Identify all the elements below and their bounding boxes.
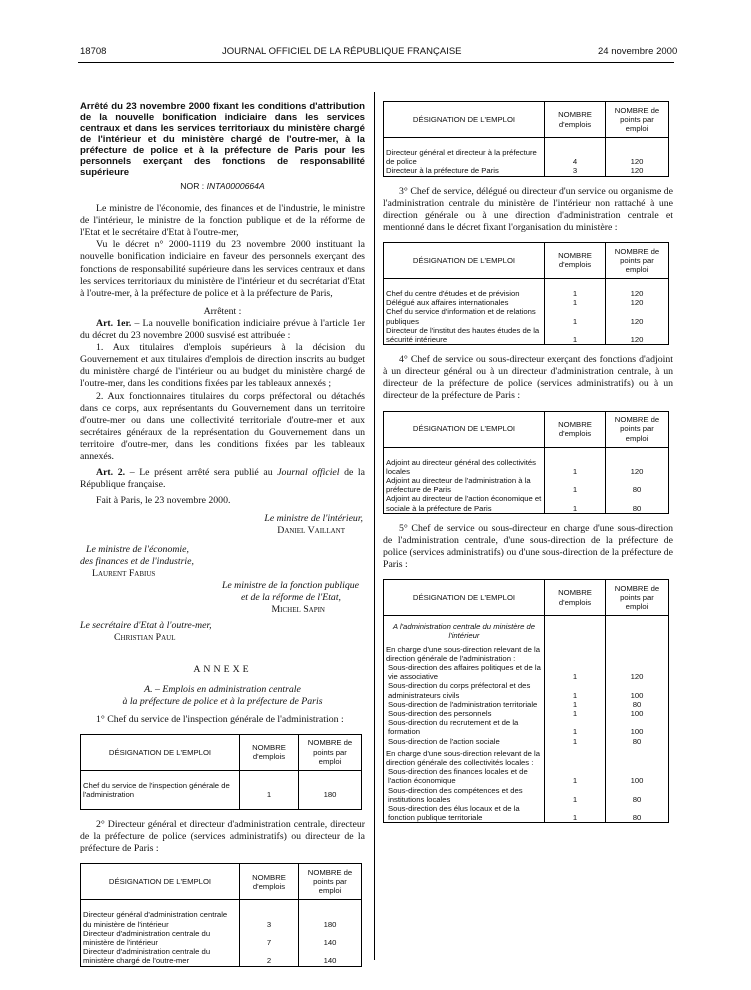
header-designation: DÉSIGNATION DE L'EMPLOI [384, 411, 545, 447]
section-a-line-1: A. – Emplois en administration centrale [144, 684, 301, 696]
article-1-item-2: 2. Aux fonctionnaires titulaires du corps préfectoral ou détachés dans ce corps, aux représentants du Gouvernement dans un territoire d'outre-mer ou dans une collectivité territoriale d'outre-mer et aux secrétaires généraux de la représentation du Gouvernement dans un territoire d'outre-mer, dans les conditions fixées par les tableaux annexés. [80, 390, 365, 462]
article-2-text-a: – Le présent arrêté sera publié au [125, 467, 278, 479]
cell-designation: Sous-direction de l'administration territoriale [384, 700, 545, 709]
signature-public-service-title-1: Le ministre de la fonction publique [221, 579, 359, 591]
table-row [384, 786, 669, 804]
table-row [384, 476, 669, 494]
header-rule [78, 62, 674, 63]
cell-designation: Délégué aux affaires internationales [384, 298, 545, 307]
header-points: NOMBRE de points par emploi [606, 102, 669, 138]
heading-3: 3° Chef de service, délégué ou directeur d'un service ou organisme de l'administration centrale du ministère de l'intérieur non rattaché à une direction générale ou à une direction d'administration centrale et mentionné dans le décret fixant l'organisation du ministère : [383, 185, 673, 233]
table-row [384, 458, 669, 476]
table-header-row [384, 102, 669, 138]
table-row [384, 289, 669, 298]
cell-designation: Chef du service de l'inspection générale de l'administration [81, 781, 240, 799]
table-5 [383, 579, 669, 823]
table-row [384, 737, 669, 746]
cell-nombre: 1 [545, 737, 606, 746]
column-divider [374, 92, 375, 960]
cell-nombre: 1 [545, 458, 606, 476]
table-spacer [384, 138, 669, 149]
header-nombre: NOMBRE d'emplois [240, 734, 299, 770]
signature-economy [80, 544, 365, 580]
cell-designation: Directeur général et directeur à la préfecture de police [384, 148, 545, 166]
header-nombre: NOMBRE d'emplois [545, 242, 606, 278]
issue-date: 24 novembre 2000 [598, 46, 678, 57]
cell-points: 120 [606, 326, 669, 345]
heading-2: 2° Directeur général et directeur d'administration centrale, directeur de la préfecture de police (services administratifs) ou directeur de la préfecture de Paris : [80, 819, 365, 855]
signature-economy-name: Laurent Fabius [92, 567, 156, 579]
cell-points: 80 [606, 737, 669, 746]
cell-points: 80 [606, 476, 669, 494]
cell-points: 80 [606, 786, 669, 804]
cell-points: 140 [299, 947, 362, 966]
cell-nombre: 1 [545, 307, 606, 325]
cell-nombre: 1 [545, 298, 606, 307]
header-nombre: NOMBRE d'emplois [545, 580, 606, 616]
table-spacer [384, 278, 669, 289]
article-2 [80, 467, 365, 491]
signatures [80, 513, 365, 644]
signature-overseas [80, 620, 365, 644]
table-row [384, 494, 669, 513]
table-spacer [81, 770, 362, 781]
cell-designation: Chef du service d'information et de relations publiques [384, 307, 545, 325]
cell-points: 180 [299, 781, 362, 799]
cell-points: 120 [606, 298, 669, 307]
left-column [80, 101, 365, 967]
heading-4: 4° Chef de service ou sous-directeur exerçant des fonctions d'adjoint à un directeur général ou à un directeur d'administration centrale, à un directeur de la préfecture de police (services administratifs) ou à un directeur de la préfecture de Paris : [383, 354, 673, 402]
table-section-row [384, 616, 669, 641]
table-row [384, 700, 669, 709]
decree-title: Arrêté du 23 novembre 2000 fixant les conditions d'attribution de la nouvelle bonification indiciaire dans les services centraux et dans les services territoriaux du ministère chargé de l'intérieur et du ministère chargé de l'outre-mer, à la préfecture de police et à la préfecture de Paris pour les personnels exerçant des fonctions de responsabilité supérieure [80, 101, 365, 178]
cell-designation: Directeur d'administration centrale du ministère de l'intérieur [81, 929, 240, 947]
table-row [384, 298, 669, 307]
header-designation: DÉSIGNATION DE L'EMPLOI [384, 102, 545, 138]
cell-nombre: 1 [545, 494, 606, 513]
journal-title: JOURNAL OFFICIEL DE LA RÉPUBLIQUE FRANÇAISE [222, 46, 462, 57]
table-row [384, 804, 669, 823]
table-0 [383, 101, 669, 177]
cell-nombre: 3 [240, 910, 299, 928]
header-nombre: NOMBRE d'emplois [240, 864, 299, 900]
table-spacer [384, 447, 669, 458]
paragraph-ministers: Le ministre de l'économie, des finances et de l'industrie, le ministre de l'intérieur, le ministre de la fonction publique et de la réforme de l'Etat et le secrétaire d'Etat à l'outre-mer, [80, 203, 365, 239]
table-row [81, 929, 362, 947]
cell-nombre: 1 [545, 663, 606, 681]
article-2-journal: Journal officiel [277, 467, 340, 479]
cell-points: 80 [606, 804, 669, 823]
table-group-row [384, 746, 669, 767]
article-1-label: Art. 1er. [96, 317, 132, 329]
table-row [384, 767, 669, 785]
cell-designation: Sous-direction du corps préfectoral et des administrateurs civils [384, 681, 545, 699]
paragraph-vu: Vu le décret n° 2000-1119 du 23 novembre 2000 instituant la nouvelle bonification indiciaire en faveur des personnels exerçant des fonctions de responsabilité supérieure dans les services centraux et dans les services territoriaux du ministère de l'intérieur et du secrétariat d'Etat à l'outre-mer, à la préfecture de police et à la préfecture de Paris, [80, 239, 365, 299]
cell-points: 180 [299, 910, 362, 928]
cell-designation: Directeur à la préfecture de Paris [384, 166, 545, 176]
article-1-text: – La nouvelle bonification indiciaire prévue à l'article 1er du décret du 23 novembre 2000 susvisé est attribuée : [80, 317, 365, 342]
header-designation: DÉSIGNATION DE L'EMPLOI [384, 242, 545, 278]
page-number: 18708 [80, 46, 107, 57]
cell-designation: Sous-direction des compétences et des institutions locales [384, 786, 545, 804]
fait-a-paris: Fait à Paris, le 23 novembre 2000. [96, 495, 231, 507]
cell-nombre: 1 [240, 781, 299, 799]
cell-points: 100 [606, 709, 669, 718]
group-label: En charge d'une sous-direction relevant de la direction générale de l'administration : [384, 641, 545, 663]
signature-public-service-title-2: et de la réforme de l'Etat, [240, 591, 341, 603]
header-points: NOMBRE de points par emploi [299, 734, 362, 770]
table-row [384, 681, 669, 699]
cell-nombre: 7 [240, 929, 299, 947]
cell-nombre: 1 [545, 804, 606, 823]
signature-overseas-title: Le secrétaire d'Etat à l'outre-mer, [80, 620, 212, 632]
table-header-row [384, 242, 669, 278]
nor-value: INTA0000664A [206, 181, 265, 191]
table-row [384, 307, 669, 325]
cell-points: 100 [606, 681, 669, 699]
right-column [383, 101, 673, 823]
annexe-heading: ANNEXE [193, 664, 252, 676]
table-4 [383, 411, 669, 514]
table-1 [80, 734, 362, 810]
cell-points: 120 [606, 166, 669, 176]
table-spacer [81, 799, 362, 810]
cell-points: 100 [606, 718, 669, 736]
cell-designation: Adjoint au directeur de l'action économique et sociale à la préfecture de Paris [384, 494, 545, 513]
cell-designation: Sous-direction des personnels [384, 709, 545, 718]
cell-points: 120 [606, 458, 669, 476]
table-row [384, 326, 669, 345]
cell-designation: Sous-direction des élus locaux et de la fonction publique territoriale [384, 804, 545, 823]
cell-designation: Sous-direction des finances locales et de l'action économique [384, 767, 545, 785]
article-1-item-1: 1. Aux titulaires d'emplois supérieurs à la décision du Gouvernement et aux titulaires d'emplois de direction inscrits au budget du ministère chargé de l'intérieur ou au budget du ministère chargé de l'outre-mer, dans les conditions fixées par les tableaux annexés ; [80, 342, 365, 390]
cell-designation: Chef du centre d'études et de prévision [384, 289, 545, 298]
cell-designation: Sous-direction du recrutement et de la formation [384, 718, 545, 736]
table-header-row [384, 411, 669, 447]
table-group-row [384, 641, 669, 663]
header-points: NOMBRE de points par emploi [299, 864, 362, 900]
table-header-row [81, 864, 362, 900]
table-row [81, 781, 362, 799]
cell-nombre: 1 [545, 767, 606, 785]
cell-points: 140 [299, 929, 362, 947]
cell-nombre: 1 [545, 326, 606, 345]
article-1 [80, 318, 365, 342]
nor-label: NOR : [180, 181, 205, 191]
section-a-line-2: à la préfecture de police et à la préfecture de Paris [122, 696, 323, 708]
table-3 [383, 242, 669, 345]
cell-nombre: 4 [545, 148, 606, 166]
heading-5: 5° Chef de service ou sous-directeur en charge d'une sous-direction de l'administration centrale, d'une sous-direction de la préfecture de police (services administratifs) ou d'une sous-direction de la préfecture de Paris : [383, 522, 673, 571]
article-2-label: Art. 2. [96, 467, 126, 479]
table-row [81, 947, 362, 966]
cell-designation: Adjoint au directeur de l'administration à la préfecture de Paris [384, 476, 545, 494]
header-points: NOMBRE de points par emploi [606, 411, 669, 447]
cell-designation: Adjoint au directeur général des collectivités locales [384, 458, 545, 476]
cell-nombre: 1 [545, 681, 606, 699]
header-designation: DÉSIGNATION DE L'EMPLOI [81, 734, 240, 770]
arretent: Arrêtent : [203, 305, 242, 317]
cell-designation: Directeur de l'institut des hautes études de la sécurité intérieure [384, 326, 545, 345]
table-header-row [81, 734, 362, 770]
cell-designation: Sous-direction des affaires politiques et de la vie associative [384, 663, 545, 681]
cell-designation: Directeur d'administration centrale du ministère chargé de l'outre-mer [81, 947, 240, 966]
cell-nombre: 1 [545, 289, 606, 298]
signature-public-service [80, 580, 365, 616]
cell-nombre: 1 [545, 476, 606, 494]
section-label: A l'administration centrale du ministère de l'intérieur [384, 616, 545, 641]
cell-designation: Sous-direction de l'action sociale [384, 737, 545, 746]
table-row [384, 718, 669, 736]
table-2 [80, 863, 362, 966]
cell-points: 120 [606, 307, 669, 325]
cell-points: 120 [606, 148, 669, 166]
header-designation: DÉSIGNATION DE L'EMPLOI [81, 864, 240, 900]
header-nombre: NOMBRE d'emplois [545, 102, 606, 138]
signature-public-service-name: Michel Sapin [271, 604, 325, 615]
cell-nombre: 1 [545, 709, 606, 718]
table-row [81, 910, 362, 928]
table-spacer [81, 900, 362, 911]
header-designation: DÉSIGNATION DE L'EMPLOI [384, 580, 545, 616]
cell-designation: Directeur général d'administration centrale du ministère de l'intérieur [81, 910, 240, 928]
table-row [384, 709, 669, 718]
article-2-text-b: de la République française. [80, 467, 365, 491]
table-row [384, 166, 669, 176]
cell-nombre: 1 [545, 718, 606, 736]
header-nombre: NOMBRE d'emplois [545, 411, 606, 447]
cell-nombre: 1 [545, 700, 606, 709]
signature-economy-title-2: des finances et de l'industrie, [80, 555, 194, 567]
signature-interior-name: Daniel Vaillant [277, 525, 345, 537]
header-points: NOMBRE de points par emploi [606, 242, 669, 278]
header-points: NOMBRE de points par emploi [606, 580, 669, 616]
section-a-heading [80, 684, 365, 708]
cell-nombre: 1 [545, 786, 606, 804]
cell-points: 120 [606, 289, 669, 298]
table-header-row [384, 580, 669, 616]
table-row [384, 663, 669, 681]
cell-points: 120 [606, 663, 669, 681]
signature-interior [80, 513, 365, 537]
nor-reference [80, 180, 365, 192]
cell-points: 80 [606, 494, 669, 513]
signature-interior-title: Le ministre de l'intérieur, [264, 513, 363, 525]
signature-economy-title-1: Le ministre de l'économie, [86, 543, 189, 555]
table-row [384, 148, 669, 166]
signature-overseas-name: Christian Paul [114, 632, 176, 644]
cell-points: 80 [606, 700, 669, 709]
heading-1: 1° Chef du service de l'inspection générale de l'administration : [96, 713, 344, 725]
cell-nombre: 2 [240, 947, 299, 966]
cell-nombre: 3 [545, 166, 606, 176]
group-label: En charge d'une sous-direction relevant de la direction générale des collectivités locales : [384, 746, 545, 767]
cell-points: 100 [606, 767, 669, 785]
